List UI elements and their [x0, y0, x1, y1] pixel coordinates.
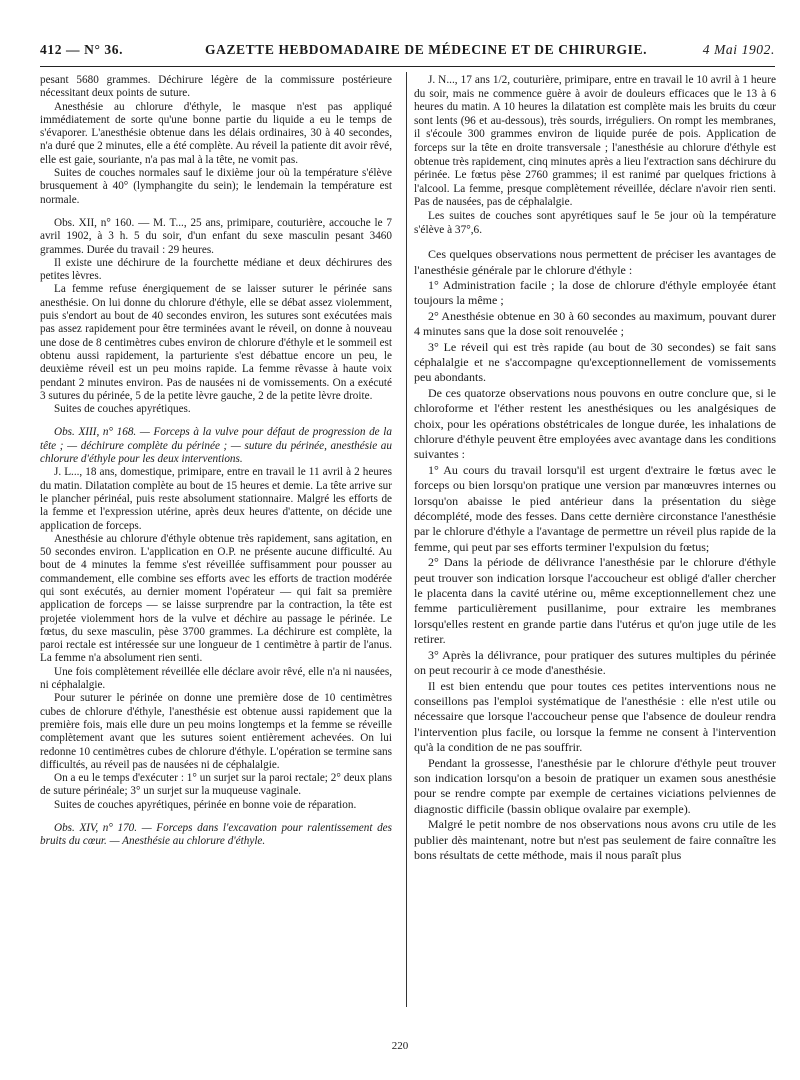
paragraph: La femme refuse énergiquement de se laisser suturer le périnée sans anesthésie. On lui donne du chlorure d'éthyle, elle se débat assez violemment, puis s'endort au bout de 40 secondes environ, les sutures sont exécutées mais pas assez rapidement pour être terminées avant le réveil, on donne à nouveau une dose de 8 centimètres cubes environ de chlorure d'éthyle et le sommeil est obtenu aussi rapidement, la parturiente s'est débattue encore un peu, le deuxième réveil est un peu moins rapide. La femme rêvasse à haute voix pendant 2 minutes environ. Pas de nausées ni de vomissements. On a exécuté 3 sutures du périnée, 5 de la petite lèvre gauche, 2 de la petite lèvre droite. — [40, 283, 392, 402]
observation-heading: Obs. XII, n° 160. — M. T..., 25 ans, primipare, couturière, accouche le 7 avril 1902, à 3 h. 5 du soir, d'un enfant du sexe masculin pesant 3460 grammes. Durée du travail : 29 heures. — [40, 216, 392, 256]
paragraph: Pendant la grossesse, l'anesthésie par le chlorure d'éthyle peut trouver son indication lorsqu'on a besoin de pratiquer un examen sous anesthésie pour se rendre compte par exemple de certaines viciations pelviennes de diagnostic difficile (bassin oblique ovalaire par exemple). — [414, 755, 776, 816]
right-column — [414, 74, 776, 1009]
paragraph: Pour suturer le périnée on donne une première dose de 10 centimètres cubes de chlorure d'éthyle, l'anesthésie est obtenue aussi rapidement que la première fois, mais elle dure un peu moins longtemps et la femme se réveille complètement avant que les sutures soient entièrement achevées. On lui redonne 10 centimètres cubes de chlorure d'éthyle. L'opération se termine sans difficultés, au réveil pas de nausées ni de céphalalgie. — [40, 692, 392, 771]
paragraph: Suites de couches apyrétiques. — [54, 403, 191, 416]
list-item: 3° Après la délivrance, pour pratiquer des sutures multiples du périnée on peut recourir à ce mode d'anesthésie. — [414, 647, 776, 678]
left-column — [40, 74, 392, 1009]
paragraph: On a eu le temps d'exécuter : 1° un surjet sur la paroi rectale; 2° deux plans de suture périnéale; 3° un surjet sur la muqueuse vaginale. — [40, 772, 392, 798]
journal-title: GAZETTE HEBDOMADAIRE DE MÉDECINE ET DE CHIRURGIE. — [205, 42, 648, 57]
paragraph: Suites de couches apyrétiques, périnée en bonne voie de réparation. — [54, 798, 357, 811]
paragraph: Ces quelques observations nous permettent de préciser les avantages de l'anesthésie générale par le chlorure d'éthyle : — [414, 247, 776, 277]
paragraph: J. N..., 17 ans 1/2, couturière, primipare, entre en travail le 10 avril à 1 heure du soir, mais ne commence guère à avoir de douleurs efficaces que le 13 à 6 heures du matin. A 10 heures la dilatation est complète mais les bruits du cœur sont lents (96 et au-dessous), très sourds, irréguliers. On rompt les membranes, il s'écoule 300 grammes environ de liquide purée de pois. Application de forceps sur la tête en droite transversale ; l'anesthésie au chlorure d'éthyle est obtenue très rapidement, cinq minutes après a lieu l'extraction sans déchirure du périnée. Le fœtus pèse 2760 grammes; il est ranimé par quelques frictions à l'alcool. La femme, presque complètement réveillée, déclare n'avoir rien senti. Pas de nausées, pas de céphalalgie. — [414, 74, 776, 209]
paragraph: pesant 5680 grammes. Déchirure légère de la commissure postérieure nécessitant deux points de suture. — [40, 74, 392, 100]
list-item: 2° Dans la période de délivrance l'anesthésie par le chlorure d'éthyle peut trouver son indication lorsque l'accoucheur est obligé d'aller chercher le placenta dans la cavité utérine ou, même exceptionnellement chez une femme particulièrement pusillanime, pour extraire les membranes lorsqu'elles restent en grande partie dans l'utérus et qu'on juge utile de les retirer. — [414, 555, 776, 647]
page-issue-number: 412 — N° 36. — [40, 42, 124, 57]
paragraph: Les suites de couches sont apyrétiques sauf le 5e jour où la température s'élève à 37°,6. — [414, 209, 776, 236]
paragraph: Anesthésie au chlorure d'éthyle, le masque n'est pas appliqué immédiatement de sorte qu'une bonne partie du liquide a eu le temps de s'évaporer. L'anesthésie obtenue dans les délais ordinaires, 30 à 40 secondes, n'a duré que 2 minutes, elle a été complète. Au réveil la patiente dit avoir rêvé, elle est gaie, souriante, n'a pas mal à la tête, ne vomit pas. — [40, 100, 392, 166]
list-item: 1° Au cours du travail lorsqu'il est urgent d'extraire le fœtus avec le forceps ou bien lorsqu'on pratique une version par manœuvres internes ou lorsqu'on abaisse le pied antérieur dans la présentation du siège décomplété, mode des fesses. Dans cette dernière circonstance l'anesthésie par le chlorure d'éthyle a l'avantage de permettre un réveil plus rapide de la femme, qui peut par ses efforts terminer l'expulsion du fœtus; — [414, 462, 776, 554]
paragraph: Il existe une déchirure de la fourchette médiane et deux déchirures des petites lèvres. — [40, 256, 392, 283]
page-header — [40, 42, 775, 64]
header-rule — [40, 66, 775, 67]
paragraph: Anesthésie au chlorure d'éthyle obtenue très rapidement, sans agitation, en 50 secondes environ. L'application en O.P. ne présente aucune difficulté. Au bout de 4 minutes la femme s'est réveillée suffisamment pour pousser au commandement, elle combine ses efforts avec les efforts de traction modérée qui sont exécutés, au dernier moment l'opérateur — qui fait sa première application de forceps — se laisse surprendre par la contraction, la tête est projetée violemment hors de la vulve et déchire au passage le périnée. Le fœtus, du sexe masculin, pèse 3700 grammes. La déchirure est complète, la paroi rectale est intéressée sur une longueur de 1 centimètre à partir de l'anus. La femme n'a absolument rien senti. — [40, 532, 392, 665]
page-number: 220 — [391, 1040, 409, 1052]
paragraph: Suites de couches normales sauf le dixième jour où la température s'élève brusquement à 40° (lymphangite du sein); le lendemain la température est normale. — [40, 167, 392, 206]
observation-heading: Obs. XIII, n° 168. — Forceps à la vulve pour défaut de progression de la tête ; — déchirure complète du périnée ; — suture du périnée, anesthésie au chlorure d'éthyle pour les deux interventions. — [40, 426, 392, 466]
paragraph: Malgré le petit nombre de nos observations nous avons cru utile de les publier dès maintenant, notre but n'est pas seulement de faire connaître les bons résultats de cette méthode, mais il nous paraît plus — [414, 817, 776, 862]
list-item: 1° Administration facile ; la dose de chlorure d'éthyle employée étant toujours la même ; — [414, 277, 776, 308]
paragraph: De ces quatorze observations nous pouvons en outre conclure que, si le chloroforme et l'éther restent les anesthésiques ou les analgésiques de choix, pour les opérations obstétricales de longue durée, les inhalations de chlorure d'éthyle peuvent être employées avec avantage dans les conditions suivantes : — [414, 385, 776, 462]
list-item: 3° Le réveil qui est très rapide (au bout de 30 secondes) se fait sans céphalalgie et ne s'accompagne qu'exceptionnellement de vomissements peu abondants. — [414, 339, 776, 385]
paragraph: Une fois complètement réveillée elle déclare avoir rêvé, elle n'a ni nausées, ni céphalalgie. — [40, 665, 392, 692]
observation-heading: Obs. XIV, n° 170. — Forceps dans l'excavation pour ralentissement des bruits du cœur. — Anesthésie au chlorure d'éthyle. — [40, 822, 392, 848]
column-divider — [406, 72, 407, 1007]
issue-date: 4 Mai 1902. — [702, 42, 775, 57]
paragraph: J. L..., 18 ans, domestique, primipare, entre en travail le 11 avril à 2 heures du matin. Dilatation complète au bout de 15 heures et demie. La tête arrive sur le plancher périnéal, puis reste absolument stationnaire. Malgré les efforts de la femme et l'expression utérine, après deux heures d'attente, on décide une application de forceps. — [40, 466, 392, 532]
list-item: 2° Anesthésie obtenue en 30 à 60 secondes au maximum, pouvant durer 4 minutes sans que la dose soit renouvelée ; — [414, 308, 776, 339]
paragraph: Il est bien entendu que pour toutes ces petites interventions nous ne conseillons pas l'emploi systématique de l'anesthésie : elle n'est utile ou nécessaire que lorsque l'accoucheur pense que l'absence de douleur rendra l'intervention plus facile, ou lorsque la femme ne consent à l'intervention qu'à la condition de ne pas souffrir. — [414, 678, 776, 755]
